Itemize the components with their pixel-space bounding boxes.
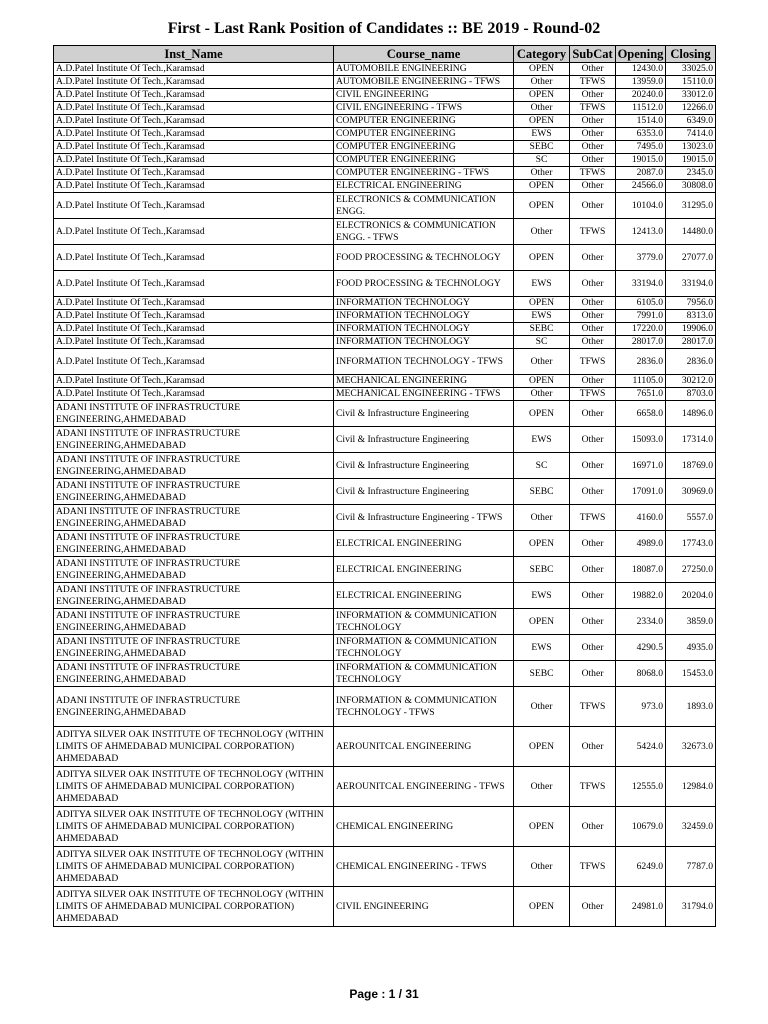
cell-opening: 11105.0 <box>616 375 666 388</box>
column-header-course-name: Course_name <box>334 46 514 63</box>
cell-category: EWS <box>514 128 570 141</box>
table-row <box>54 388 716 401</box>
cell-closing: 12984.0 <box>666 767 716 807</box>
table-row <box>54 401 716 427</box>
cell-course-name: COMPUTER ENGINEERING <box>334 154 514 167</box>
cell-course-name: ELECTRONICS & COMMUNICATION ENGG. - TFWS <box>334 219 514 245</box>
cell-inst-name: A.D.Patel Institute Of Tech.,Karamsad <box>54 245 334 271</box>
cell-subcat: TFWS <box>570 349 616 375</box>
table-row <box>54 245 716 271</box>
cell-opening: 2087.0 <box>616 167 666 180</box>
cell-opening: 11512.0 <box>616 102 666 115</box>
cell-closing: 1893.0 <box>666 687 716 727</box>
cell-opening: 24981.0 <box>616 887 666 927</box>
cell-inst-name: A.D.Patel Institute Of Tech.,Karamsad <box>54 297 334 310</box>
cell-inst-name: ADANI INSTITUTE OF INFRASTRUCTURE ENGINEERING,AHMEDABAD <box>54 453 334 479</box>
cell-closing: 13023.0 <box>666 141 716 154</box>
cell-closing: 7956.0 <box>666 297 716 310</box>
cell-opening: 1514.0 <box>616 115 666 128</box>
cell-inst-name: A.D.Patel Institute Of Tech.,Karamsad <box>54 271 334 297</box>
cell-course-name: INFORMATION TECHNOLOGY <box>334 297 514 310</box>
cell-closing: 31295.0 <box>666 193 716 219</box>
table-row <box>54 505 716 531</box>
cell-closing: 14896.0 <box>666 401 716 427</box>
cell-course-name: Civil & Infrastructure Engineering <box>334 453 514 479</box>
cell-course-name: ELECTRICAL ENGINEERING <box>334 557 514 583</box>
cell-closing: 12266.0 <box>666 102 716 115</box>
cell-course-name: COMPUTER ENGINEERING <box>334 115 514 128</box>
cell-category: OPEN <box>514 245 570 271</box>
cell-opening: 12413.0 <box>616 219 666 245</box>
table-row <box>54 453 716 479</box>
cell-opening: 24566.0 <box>616 180 666 193</box>
rank-table <box>53 45 716 927</box>
cell-subcat: Other <box>570 336 616 349</box>
cell-category: Other <box>514 767 570 807</box>
cell-category: EWS <box>514 271 570 297</box>
cell-closing: 7787.0 <box>666 847 716 887</box>
cell-inst-name: ADITYA SILVER OAK INSTITUTE OF TECHNOLOGY (WITHIN LIMITS OF AHMEDABAD MUNICIPAL CORPORATION) AHMEDABAD <box>54 847 334 887</box>
cell-category: Other <box>514 102 570 115</box>
cell-closing: 8313.0 <box>666 310 716 323</box>
cell-course-name: INFORMATION TECHNOLOGY <box>334 336 514 349</box>
cell-subcat: Other <box>570 479 616 505</box>
cell-closing: 17314.0 <box>666 427 716 453</box>
cell-opening: 7991.0 <box>616 310 666 323</box>
cell-course-name: CIVIL ENGINEERING - TFWS <box>334 102 514 115</box>
cell-closing: 32673.0 <box>666 727 716 767</box>
cell-inst-name: A.D.Patel Institute Of Tech.,Karamsad <box>54 180 334 193</box>
cell-course-name: Civil & Infrastructure Engineering <box>334 479 514 505</box>
cell-subcat: Other <box>570 661 616 687</box>
cell-category: EWS <box>514 635 570 661</box>
cell-category: OPEN <box>514 807 570 847</box>
table-row <box>54 727 716 767</box>
cell-category: Other <box>514 388 570 401</box>
cell-inst-name: ADITYA SILVER OAK INSTITUTE OF TECHNOLOGY (WITHIN LIMITS OF AHMEDABAD MUNICIPAL CORPORATION) AHMEDABAD <box>54 767 334 807</box>
cell-opening: 973.0 <box>616 687 666 727</box>
cell-inst-name: ADANI INSTITUTE OF INFRASTRUCTURE ENGINEERING,AHMEDABAD <box>54 583 334 609</box>
cell-course-name: COMPUTER ENGINEERING <box>334 141 514 154</box>
column-header-category: Category <box>514 46 570 63</box>
cell-category: OPEN <box>514 89 570 102</box>
cell-closing: 20204.0 <box>666 583 716 609</box>
cell-category: EWS <box>514 310 570 323</box>
cell-closing: 27250.0 <box>666 557 716 583</box>
table-row <box>54 349 716 375</box>
cell-course-name: COMPUTER ENGINEERING <box>334 128 514 141</box>
cell-inst-name: A.D.Patel Institute Of Tech.,Karamsad <box>54 375 334 388</box>
cell-opening: 4989.0 <box>616 531 666 557</box>
cell-closing: 5557.0 <box>666 505 716 531</box>
cell-subcat: Other <box>570 401 616 427</box>
cell-subcat: Other <box>570 141 616 154</box>
cell-subcat: Other <box>570 609 616 635</box>
table-row <box>54 807 716 847</box>
cell-inst-name: ADITYA SILVER OAK INSTITUTE OF TECHNOLOGY (WITHIN LIMITS OF AHMEDABAD MUNICIPAL CORPORATION) AHMEDABAD <box>54 807 334 847</box>
cell-closing: 32459.0 <box>666 807 716 847</box>
cell-inst-name: A.D.Patel Institute Of Tech.,Karamsad <box>54 115 334 128</box>
cell-opening: 12430.0 <box>616 63 666 76</box>
cell-closing: 31794.0 <box>666 887 716 927</box>
cell-course-name: ELECTRICAL ENGINEERING <box>334 531 514 557</box>
cell-subcat: Other <box>570 375 616 388</box>
cell-subcat: Other <box>570 531 616 557</box>
cell-inst-name: ADANI INSTITUTE OF INFRASTRUCTURE ENGINEERING,AHMEDABAD <box>54 531 334 557</box>
cell-course-name: AEROUNITCAL ENGINEERING <box>334 727 514 767</box>
cell-opening: 20240.0 <box>616 89 666 102</box>
cell-category: SEBC <box>514 479 570 505</box>
cell-inst-name: A.D.Patel Institute Of Tech.,Karamsad <box>54 141 334 154</box>
cell-course-name: FOOD PROCESSING & TECHNOLOGY <box>334 245 514 271</box>
cell-opening: 3779.0 <box>616 245 666 271</box>
page-number: Page : 1 / 31 <box>349 987 419 1001</box>
page-title: First - Last Rank Position of Candidates :: BE 2019 - Round-02 <box>167 20 601 37</box>
cell-subcat: Other <box>570 63 616 76</box>
table-row <box>54 89 716 102</box>
cell-closing: 15453.0 <box>666 661 716 687</box>
table-row <box>54 193 716 219</box>
cell-category: SEBC <box>514 323 570 336</box>
column-header-inst-name: Inst_Name <box>54 46 334 63</box>
cell-subcat: Other <box>570 727 616 767</box>
cell-course-name: AEROUNITCAL ENGINEERING - TFWS <box>334 767 514 807</box>
cell-category: OPEN <box>514 727 570 767</box>
cell-opening: 33194.0 <box>616 271 666 297</box>
cell-subcat: Other <box>570 557 616 583</box>
cell-inst-name: A.D.Patel Institute Of Tech.,Karamsad <box>54 167 334 180</box>
cell-closing: 27077.0 <box>666 245 716 271</box>
cell-category: OPEN <box>514 531 570 557</box>
cell-subcat: Other <box>570 310 616 323</box>
cell-course-name: Civil & Infrastructure Engineering - TFWS <box>334 505 514 531</box>
cell-subcat: Other <box>570 635 616 661</box>
table-row <box>54 154 716 167</box>
cell-closing: 30969.0 <box>666 479 716 505</box>
cell-subcat: TFWS <box>570 167 616 180</box>
cell-inst-name: A.D.Patel Institute Of Tech.,Karamsad <box>54 310 334 323</box>
table-row <box>54 531 716 557</box>
cell-inst-name: ADANI INSTITUTE OF INFRASTRUCTURE ENGINEERING,AHMEDABAD <box>54 427 334 453</box>
cell-inst-name: ADANI INSTITUTE OF INFRASTRUCTURE ENGINEERING,AHMEDABAD <box>54 661 334 687</box>
cell-closing: 14480.0 <box>666 219 716 245</box>
cell-course-name: CHEMICAL ENGINEERING - TFWS <box>334 847 514 887</box>
cell-subcat: Other <box>570 115 616 128</box>
cell-opening: 13959.0 <box>616 76 666 89</box>
cell-closing: 19906.0 <box>666 323 716 336</box>
cell-subcat: TFWS <box>570 847 616 887</box>
cell-subcat: Other <box>570 887 616 927</box>
cell-opening: 7651.0 <box>616 388 666 401</box>
table-row <box>54 336 716 349</box>
cell-closing: 6349.0 <box>666 115 716 128</box>
cell-category: Other <box>514 847 570 887</box>
cell-subcat: Other <box>570 193 616 219</box>
cell-subcat: Other <box>570 453 616 479</box>
cell-inst-name: A.D.Patel Institute Of Tech.,Karamsad <box>54 323 334 336</box>
cell-inst-name: ADITYA SILVER OAK INSTITUTE OF TECHNOLOGY (WITHIN LIMITS OF AHMEDABAD MUNICIPAL CORPORATION) AHMEDABAD <box>54 887 334 927</box>
cell-closing: 17743.0 <box>666 531 716 557</box>
table-row <box>54 180 716 193</box>
cell-category: Other <box>514 76 570 89</box>
cell-opening: 4160.0 <box>616 505 666 531</box>
cell-opening: 19882.0 <box>616 583 666 609</box>
table-row <box>54 557 716 583</box>
cell-subcat: TFWS <box>570 102 616 115</box>
cell-course-name: FOOD PROCESSING & TECHNOLOGY <box>334 271 514 297</box>
cell-closing: 30808.0 <box>666 180 716 193</box>
cell-category: SEBC <box>514 557 570 583</box>
cell-course-name: CHEMICAL ENGINEERING <box>334 807 514 847</box>
cell-closing: 19015.0 <box>666 154 716 167</box>
table-row <box>54 167 716 180</box>
cell-inst-name: ADITYA SILVER OAK INSTITUTE OF TECHNOLOGY (WITHIN LIMITS OF AHMEDABAD MUNICIPAL CORPORATION) AHMEDABAD <box>54 727 334 767</box>
cell-opening: 28017.0 <box>616 336 666 349</box>
cell-course-name: CIVIL ENGINEERING <box>334 887 514 927</box>
table-row <box>54 102 716 115</box>
table-row <box>54 76 716 89</box>
cell-subcat: Other <box>570 427 616 453</box>
cell-closing: 2836.0 <box>666 349 716 375</box>
cell-subcat: Other <box>570 245 616 271</box>
table-row <box>54 219 716 245</box>
cell-subcat: Other <box>570 154 616 167</box>
table-row <box>54 635 716 661</box>
cell-closing: 2345.0 <box>666 167 716 180</box>
cell-opening: 19015.0 <box>616 154 666 167</box>
cell-inst-name: ADANI INSTITUTE OF INFRASTRUCTURE ENGINEERING,AHMEDABAD <box>54 557 334 583</box>
cell-subcat: TFWS <box>570 219 616 245</box>
table-row <box>54 661 716 687</box>
table-row <box>54 847 716 887</box>
cell-opening: 6658.0 <box>616 401 666 427</box>
cell-course-name: AUTOMOBILE ENGINEERING - TFWS <box>334 76 514 89</box>
cell-course-name: AUTOMOBILE ENGINEERING <box>334 63 514 76</box>
cell-course-name: CIVIL ENGINEERING <box>334 89 514 102</box>
table-row <box>54 128 716 141</box>
cell-subcat: Other <box>570 89 616 102</box>
cell-subcat: Other <box>570 297 616 310</box>
table-row <box>54 887 716 927</box>
cell-opening: 17091.0 <box>616 479 666 505</box>
cell-inst-name: A.D.Patel Institute Of Tech.,Karamsad <box>54 336 334 349</box>
cell-subcat: TFWS <box>570 388 616 401</box>
cell-subcat: TFWS <box>570 767 616 807</box>
cell-category: OPEN <box>514 375 570 388</box>
cell-category: SEBC <box>514 141 570 154</box>
column-header-subcat: SubCat <box>570 46 616 63</box>
cell-closing: 28017.0 <box>666 336 716 349</box>
table-row <box>54 115 716 128</box>
cell-closing: 30212.0 <box>666 375 716 388</box>
cell-inst-name: ADANI INSTITUTE OF INFRASTRUCTURE ENGINEERING,AHMEDABAD <box>54 635 334 661</box>
cell-opening: 7495.0 <box>616 141 666 154</box>
cell-inst-name: ADANI INSTITUTE OF INFRASTRUCTURE ENGINEERING,AHMEDABAD <box>54 479 334 505</box>
cell-opening: 16971.0 <box>616 453 666 479</box>
cell-category: Other <box>514 167 570 180</box>
cell-opening: 15093.0 <box>616 427 666 453</box>
table-row <box>54 271 716 297</box>
table-row <box>54 479 716 505</box>
cell-closing: 8703.0 <box>666 388 716 401</box>
column-header-opening: Opening <box>616 46 666 63</box>
cell-inst-name: A.D.Patel Institute Of Tech.,Karamsad <box>54 102 334 115</box>
cell-subcat: Other <box>570 128 616 141</box>
cell-opening: 17220.0 <box>616 323 666 336</box>
cell-category: OPEN <box>514 115 570 128</box>
cell-closing: 18769.0 <box>666 453 716 479</box>
cell-category: OPEN <box>514 63 570 76</box>
cell-inst-name: A.D.Patel Institute Of Tech.,Karamsad <box>54 193 334 219</box>
cell-subcat: Other <box>570 583 616 609</box>
cell-closing: 15110.0 <box>666 76 716 89</box>
cell-subcat: Other <box>570 271 616 297</box>
cell-subcat: TFWS <box>570 687 616 727</box>
table-row <box>54 427 716 453</box>
cell-closing: 33012.0 <box>666 89 716 102</box>
cell-course-name: INFORMATION TECHNOLOGY - TFWS <box>334 349 514 375</box>
table-row <box>54 323 716 336</box>
cell-course-name: INFORMATION & COMMUNICATION TECHNOLOGY <box>334 635 514 661</box>
cell-inst-name: A.D.Patel Institute Of Tech.,Karamsad <box>54 63 334 76</box>
cell-course-name: INFORMATION TECHNOLOGY <box>334 310 514 323</box>
cell-category: OPEN <box>514 401 570 427</box>
cell-opening: 2836.0 <box>616 349 666 375</box>
cell-opening: 6105.0 <box>616 297 666 310</box>
cell-course-name: Civil & Infrastructure Engineering <box>334 401 514 427</box>
table-row <box>54 767 716 807</box>
cell-opening: 6249.0 <box>616 847 666 887</box>
cell-inst-name: A.D.Patel Institute Of Tech.,Karamsad <box>54 154 334 167</box>
table-row <box>54 583 716 609</box>
table-row <box>54 375 716 388</box>
column-header-closing: Closing <box>666 46 716 63</box>
cell-closing: 7414.0 <box>666 128 716 141</box>
cell-course-name: MECHANICAL ENGINEERING <box>334 375 514 388</box>
cell-opening: 8068.0 <box>616 661 666 687</box>
cell-opening: 10104.0 <box>616 193 666 219</box>
cell-category: SC <box>514 336 570 349</box>
table-row <box>54 141 716 154</box>
cell-course-name: ELECTRICAL ENGINEERING <box>334 180 514 193</box>
cell-category: SEBC <box>514 661 570 687</box>
cell-inst-name: A.D.Patel Institute Of Tech.,Karamsad <box>54 349 334 375</box>
cell-inst-name: ADANI INSTITUTE OF INFRASTRUCTURE ENGINEERING,AHMEDABAD <box>54 609 334 635</box>
cell-category: OPEN <box>514 297 570 310</box>
cell-course-name: INFORMATION & COMMUNICATION TECHNOLOGY <box>334 609 514 635</box>
cell-closing: 3859.0 <box>666 609 716 635</box>
cell-subcat: TFWS <box>570 76 616 89</box>
cell-course-name: ELECTRONICS & COMMUNICATION ENGG. <box>334 193 514 219</box>
table-row <box>54 687 716 727</box>
table-header-row <box>54 46 716 63</box>
cell-category: OPEN <box>514 887 570 927</box>
cell-inst-name: ADANI INSTITUTE OF INFRASTRUCTURE ENGINEERING,AHMEDABAD <box>54 401 334 427</box>
cell-category: Other <box>514 219 570 245</box>
cell-closing: 33025.0 <box>666 63 716 76</box>
cell-category: OPEN <box>514 180 570 193</box>
cell-category: Other <box>514 505 570 531</box>
cell-course-name: ELECTRICAL ENGINEERING <box>334 583 514 609</box>
table-row <box>54 297 716 310</box>
table-row <box>54 63 716 76</box>
cell-course-name: INFORMATION TECHNOLOGY <box>334 323 514 336</box>
cell-course-name: INFORMATION & COMMUNICATION TECHNOLOGY <box>334 661 514 687</box>
cell-category: OPEN <box>514 609 570 635</box>
cell-category: Other <box>514 349 570 375</box>
cell-category: Other <box>514 687 570 727</box>
cell-opening: 12555.0 <box>616 767 666 807</box>
cell-category: OPEN <box>514 193 570 219</box>
cell-opening: 2334.0 <box>616 609 666 635</box>
cell-inst-name: A.D.Patel Institute Of Tech.,Karamsad <box>54 219 334 245</box>
cell-inst-name: A.D.Patel Institute Of Tech.,Karamsad <box>54 89 334 102</box>
cell-opening: 5424.0 <box>616 727 666 767</box>
cell-opening: 4290.5 <box>616 635 666 661</box>
cell-course-name: COMPUTER ENGINEERING - TFWS <box>334 167 514 180</box>
cell-opening: 18087.0 <box>616 557 666 583</box>
cell-closing: 4935.0 <box>666 635 716 661</box>
table-body <box>54 63 716 927</box>
cell-inst-name: ADANI INSTITUTE OF INFRASTRUCTURE ENGINEERING,AHMEDABAD <box>54 505 334 531</box>
table-row <box>54 609 716 635</box>
cell-subcat: TFWS <box>570 505 616 531</box>
cell-opening: 6353.0 <box>616 128 666 141</box>
cell-opening: 10679.0 <box>616 807 666 847</box>
cell-subcat: Other <box>570 323 616 336</box>
cell-course-name: Civil & Infrastructure Engineering <box>334 427 514 453</box>
cell-course-name: INFORMATION & COMMUNICATION TECHNOLOGY - TFWS <box>334 687 514 727</box>
table-row <box>54 310 716 323</box>
cell-category: EWS <box>514 583 570 609</box>
cell-subcat: Other <box>570 807 616 847</box>
cell-inst-name: A.D.Patel Institute Of Tech.,Karamsad <box>54 128 334 141</box>
cell-inst-name: A.D.Patel Institute Of Tech.,Karamsad <box>54 76 334 89</box>
cell-category: SC <box>514 453 570 479</box>
cell-category: EWS <box>514 427 570 453</box>
cell-closing: 33194.0 <box>666 271 716 297</box>
cell-category: SC <box>514 154 570 167</box>
cell-inst-name: A.D.Patel Institute Of Tech.,Karamsad <box>54 388 334 401</box>
cell-inst-name: ADANI INSTITUTE OF INFRASTRUCTURE ENGINEERING,AHMEDABAD <box>54 687 334 727</box>
cell-course-name: MECHANICAL ENGINEERING - TFWS <box>334 388 514 401</box>
cell-subcat: Other <box>570 180 616 193</box>
